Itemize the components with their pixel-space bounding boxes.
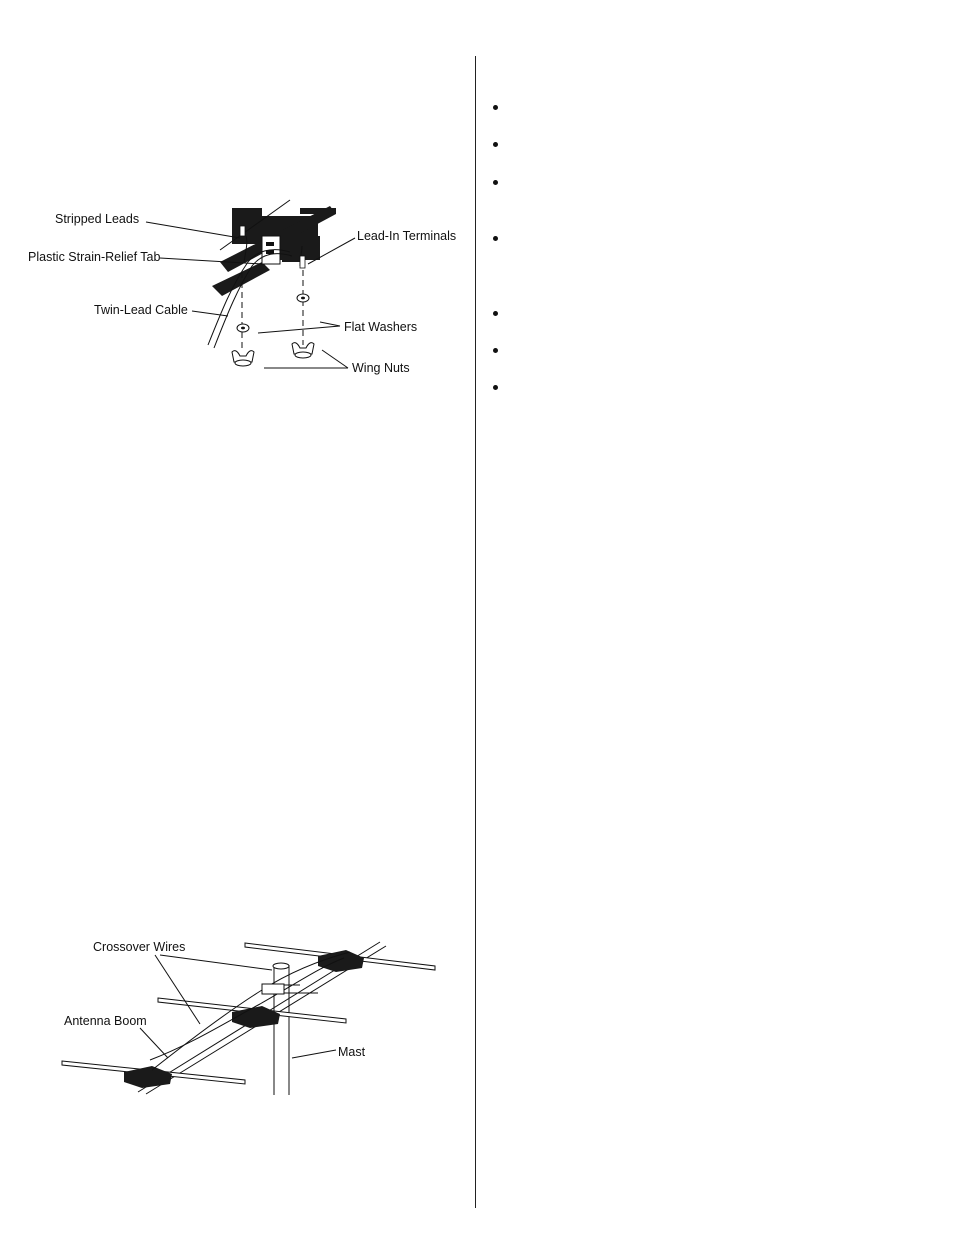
- bullet-2: [490, 139, 502, 151]
- flat-washer-left: [237, 324, 249, 332]
- label-wing-nuts: Wing Nuts: [352, 361, 410, 375]
- label-mast: Mast: [338, 1045, 366, 1059]
- label-antenna-boom: Antenna Boom: [64, 1014, 147, 1028]
- flat-washer-right: [297, 294, 309, 302]
- label-lead-in-terminals: Lead-In Terminals: [357, 229, 457, 243]
- label-flat-washers: Flat Washers: [344, 320, 418, 334]
- wing-nut-left: [232, 351, 254, 366]
- bullet-4: [490, 233, 502, 245]
- label-twin-lead-cable: Twin-Lead Cable: [94, 303, 188, 317]
- label-crossover-wires: Crossover Wires: [93, 940, 186, 954]
- lead-in-terminal-right: [300, 256, 305, 268]
- bullet-1: [490, 102, 502, 114]
- antenna-boom-diagram: [0, 900, 954, 1110]
- mast: [273, 963, 289, 1095]
- bullet-7: [490, 382, 502, 394]
- lead-in-terminal-left: [240, 226, 245, 236]
- column-divider: [475, 56, 476, 1208]
- label-strain-relief-tab: Plastic Strain-Relief Tab: [28, 250, 161, 264]
- terminal-connection-diagram: [0, 0, 954, 420]
- bullet-3: [490, 177, 502, 189]
- label-stripped-leads: Stripped Leads: [55, 212, 140, 226]
- bullet-5: [490, 308, 502, 320]
- bullet-6: [490, 345, 502, 357]
